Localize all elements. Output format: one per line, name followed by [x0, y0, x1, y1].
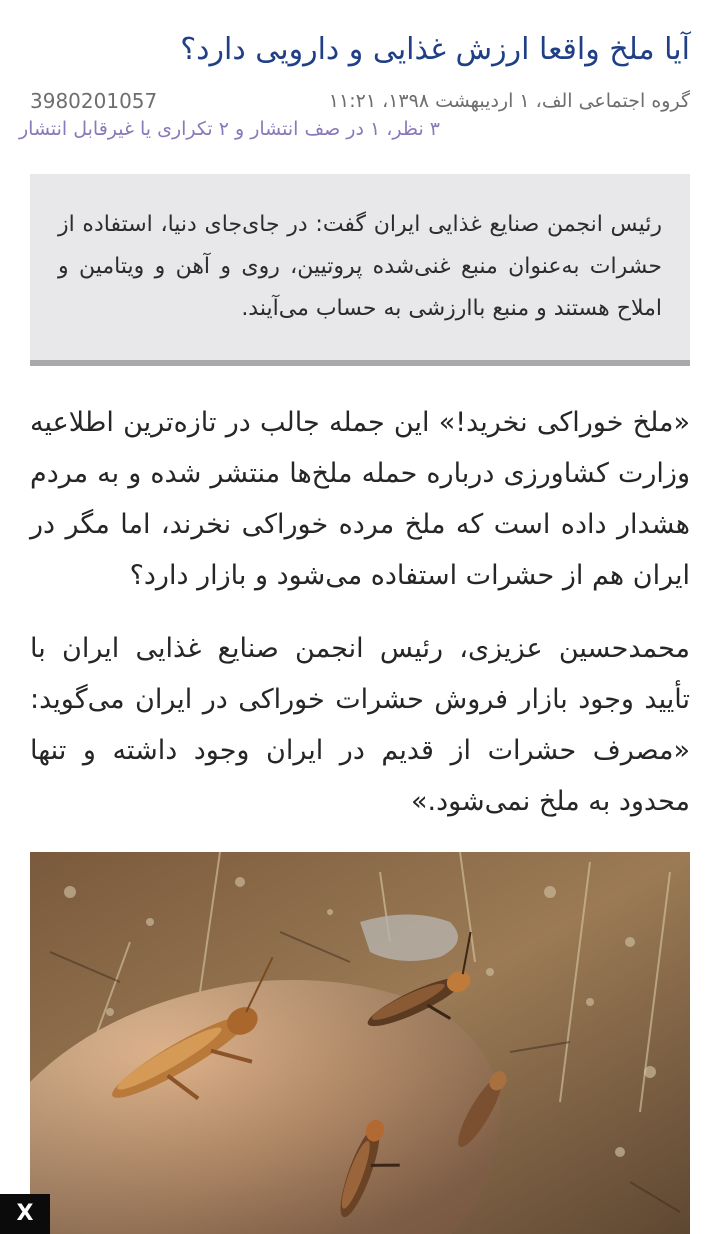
article-id: 3980201057 — [30, 89, 158, 113]
article-paragraph-2: محمدحسین عزیزی، رئیس انجمن صنایع غذایی ایران با تأیید وجود بازار فروش حشرات خوراکی در ایران می‌گوید: «مصرف حشرات از قدیم در ایران وجود داشته و تنها محدود به ملخ نمی‌شود.» — [30, 633, 690, 817]
article-paragraph-1: «ملخ خوراکی نخرید!» این جمله جالب در تازه‌ترین اطلاعیه وزارت کشاورزی درباره حمله ملخ‌ها منتشر شده و به مردم هشدار داده است که ملخ مرده خوراکی نخرند، اما مگر در ایران هم از حشرات استفاده می‌شود و بازار دارد؟ — [30, 407, 690, 591]
article-title: آیا ملخ واقعا ارزش غذایی و دارویی دارد؟ — [180, 32, 690, 67]
article-group-date: گروه اجتماعی الف، ۱ اردیبهشت ۱۳۹۸، ۱۱:۲۱ — [328, 90, 690, 112]
comment-stats-link[interactable]: ۳ نظر، ۱ در صف انتشار و ۲ تکراری یا غیرقابل انتشار — [18, 118, 440, 140]
article-lead-box — [30, 174, 690, 366]
article-photo-locusts — [30, 852, 690, 1234]
close-button[interactable]: X — [0, 1194, 50, 1234]
article-meta — [30, 88, 690, 116]
article-lead: رئیس انجمن صنایع غذایی ایران گفت: در جای‌جای دنیا، استفاده از حشرات به‌عنوان منبع غنی‌شده پروتیین، روی و آهن و ویتامین و املاح هستند و منبع باارزشی به حساب می‌آیند. — [58, 212, 662, 321]
